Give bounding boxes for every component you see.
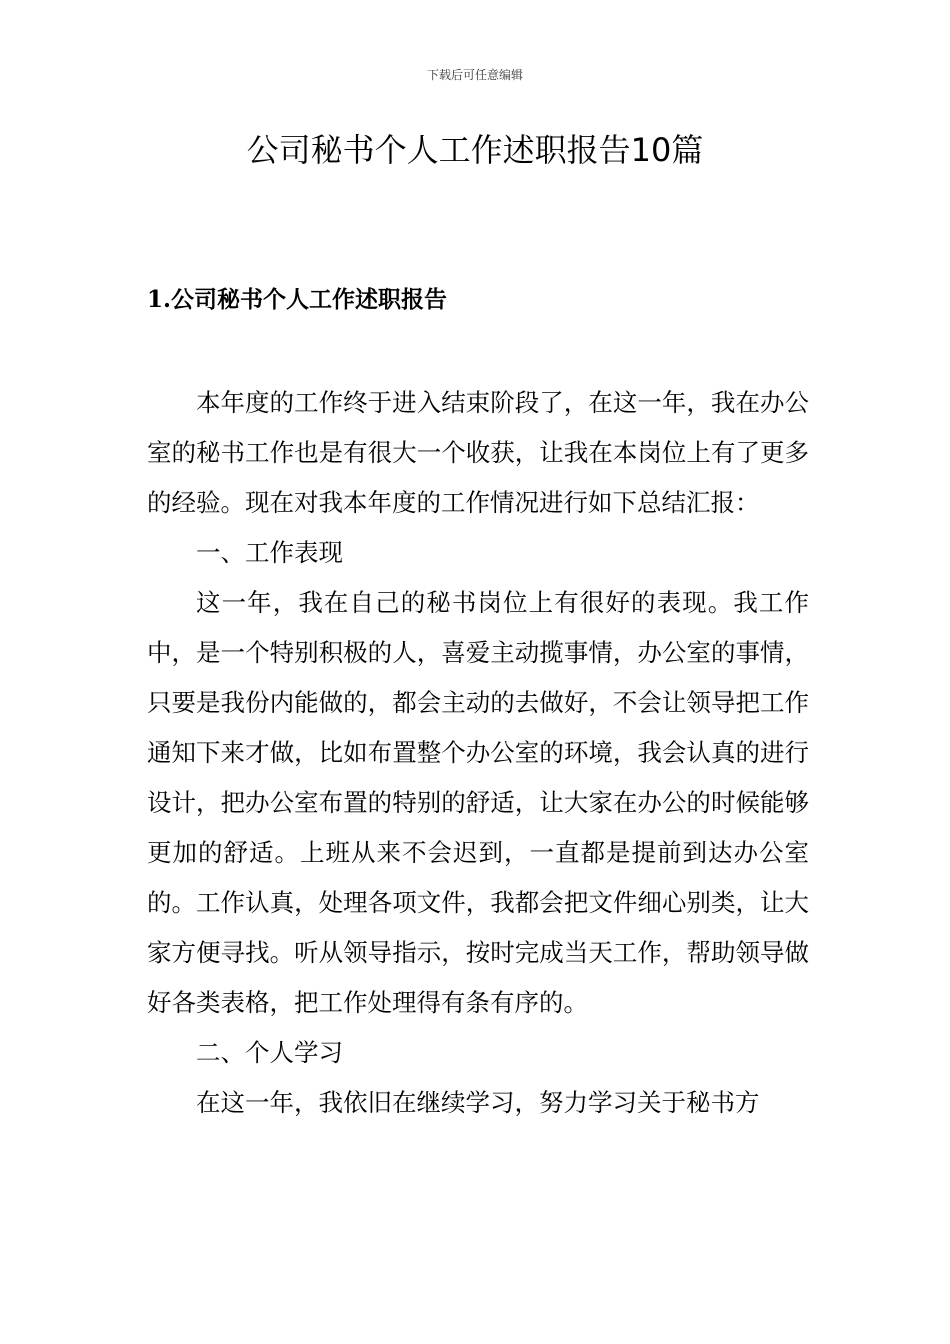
subheading-personal-study: 二、个人学习: [196, 1038, 343, 1067]
paragraph-work-performance: 这一年，我在自己的秘书岗位上有很好的表现。我工作中，是一个特别积极的人，喜爱主动揽事情，办公室的事情，只要是我份内能做的，都会主动的去做好，不会让领导把工作通知下来才做，比如布置整个办公室的环境，我会认真的进行设计，把办公室布置的特别的舒适，让大家在办公的时候能够更加的舒适。上班从来不会迟到，一直都是提前到达办公室的。工作认真，处理各项文件，我都会把文件细心别类，让大家方便寻找。听从领导指示，按时完成当天工作，帮助领导做好各类表格，把工作处理得有条有序的。: [147, 588, 809, 1017]
header-note: 下载后可任意编辑: [426, 68, 523, 82]
paragraph-personal-study: 在这一年，我依旧在继续学习，努力学习关于秘书方: [196, 1088, 760, 1117]
subheading-work-performance: 一、工作表现: [196, 538, 343, 567]
paragraph-intro: 本年度的工作终于进入结束阶段了，在这一年，我在办公室的秘书工作也是有很大一个收获，让我在本岗位上有了更多的经验。现在对我本年度的工作情况进行如下总结汇报：: [147, 388, 809, 517]
body-text: [147, 378, 809, 1128]
document-title: 公司秘书个人工作述职报告10篇: [246, 131, 704, 169]
section-heading: 1.公司秘书个人工作述职报告: [147, 286, 448, 313]
